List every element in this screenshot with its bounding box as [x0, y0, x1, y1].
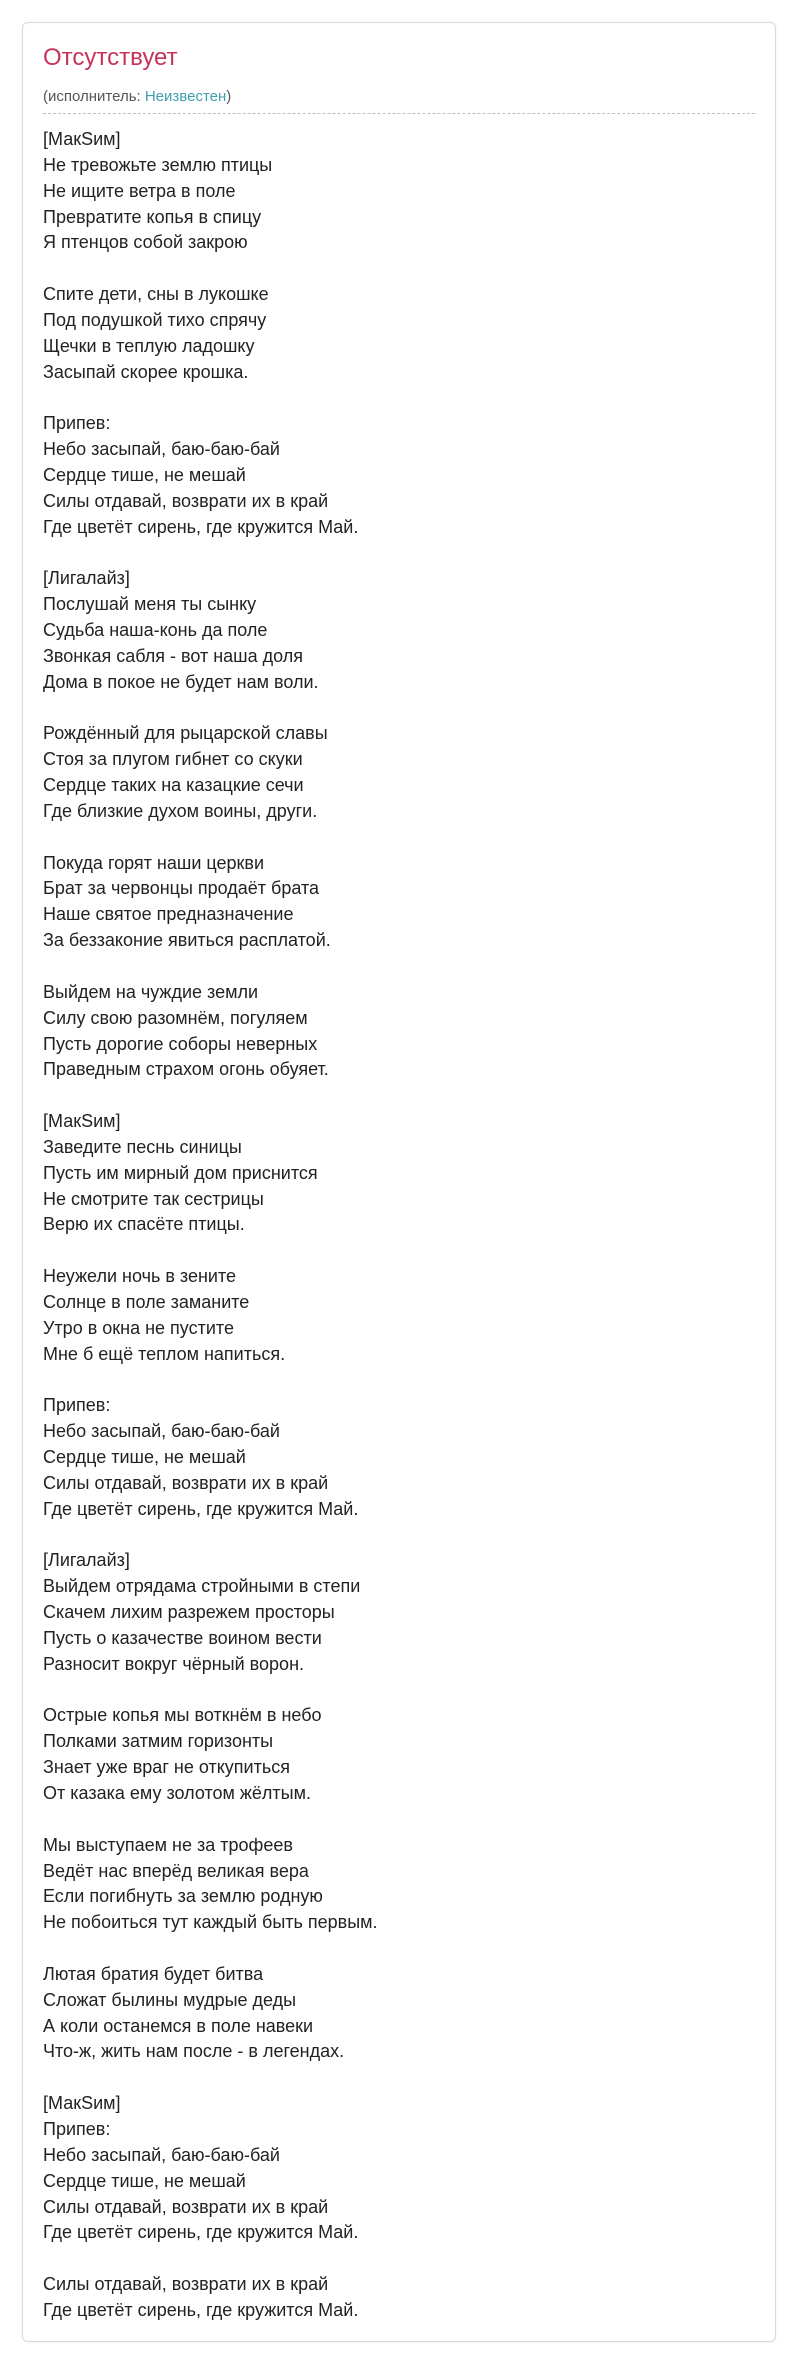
song-title: Отсутствует	[43, 44, 178, 71]
artist-line	[43, 87, 231, 107]
lyrics-card	[22, 22, 776, 2342]
song-header	[43, 41, 755, 114]
song-lyrics: [МакSим] Не тревожьте землю птицы Не ищите ветра в поле Превратите копья в спицу Я птенцов собой закрою Спите дети, сны в лукошке Под подушкой тихо спрячу Щечки в теплую ладошку Засыпай скорее крошка. Припев: Небо засыпай, баю-баю-бай Сердце тише, не мешай Силы отдавай, возврати их в край Где цветёт сирень, где кружится Май. [Лигалайз] Послушай меня ты сынку Судьба наша-конь да поле Звонкая сабля - вот наша доля Дома в покое не будет нам воли. Рождённый для рыцарской славы Стоя за плугом гибнет со скуки Сердце таких на казацкие сечи Где близкие духом воины, други. Покуда горят наши церкви Брат за червонцы продаёт брата Наше святое предназначение За беззаконие явиться расплатой. Выйдем на чуждие земли Силу свою разомнём, погуляем Пусть дорогие соборы неверных Праведным страхом огонь обуяет. [МакSим] Заведите песнь синицы Пусть им мирный дом приснится Не смотрите так сестрицы Верю их спасёте птицы. Неужели ночь в зените Солнце в поле заманите Утро в окна не пустите Мне б ещё теплом напиться. Припев: Небо засыпай, баю-баю-бай Сердце тише, не мешай Силы отдавай, возврати их в край Где цветёт сирень, где кружится Май. [Лигалайз] Выйдем отрядама стройными в степи Скачем лихим разрежем просторы Пусть о казачестве воином вести Разносит вокруг чёрный ворон. Острые копья мы воткнём в небо Полками затмим горизонты Знает уже враг не откупиться От казака ему золотом жёлтым. Мы выступаем не за трофеев Ведёт нас вперёд великая вера Если погибнуть за землю родную Не побоиться тут каждый быть первым. Лютая братия будет битва Сложат былины мудрые деды А коли останемся в поле навеки Что-ж, жить нам после - в легендах. [МакSим] Припев: Небо засыпай, баю-баю-бай Сердце тише, не мешай Силы отдавай, возврати их в край Где цветёт сирень, где кружится Май. Силы отдавай, возврати их в край Где цветёт сирень, где кружится Май.	[43, 129, 378, 2320]
artist-prefix: (исполнитель:	[43, 88, 145, 105]
artist-link[interactable]: Неизвестен	[144, 88, 227, 105]
artist-suffix: )	[226, 88, 232, 105]
